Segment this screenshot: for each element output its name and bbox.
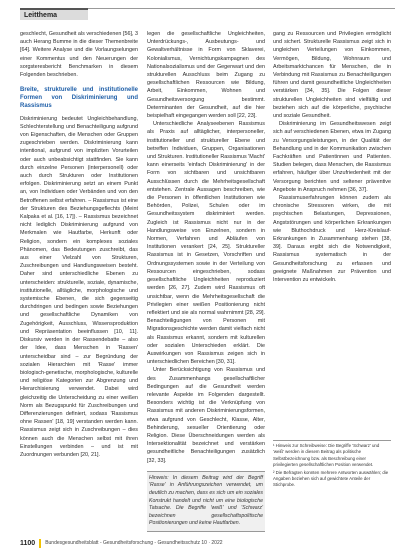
section-heading: Breite, strukturelle und institutionelle Formen von Diskriminierung und Rassismus [20,87,138,109]
footnote: ¹ Hinweis zur Schreibweise: Die Begriffe 'Schwarz' und 'weiß' werden in diesem Beitrag als politische Selbstbezeichnung bzw. als Beschreibung einer privilegierten gesellschaftlichen Position verwendet. [273,443,380,468]
footnote: ² Die Befragten konnten mehrere Antworten auswählen; die Angaben beziehen sich auf gewichtete Anteile der Stichprobe. [273,469,389,488]
text-column-2 [147,30,265,532]
journal-name: Bundesgesundheitsblatt - Gesundheitsforschung - Gesundheitsschutz 10 · 2022 [45,539,223,546]
paragraph: Rassismuserfahrungen können zudem als chronische Stressoren wirken, die mit psychischen Belastungen, Depressionen, Angststörungen und körperlichen Erkrankungen wie Bluthochdruck und Herz-Kreislauf-Erkrankungen in Zusammenhang stehen [38, 39]. Daraus ergibt sich die Notwendigkeit, Rassismus systematisch in der Gesundheitsforschung zu erfassen und geeignete Maßnahmen zur Prävention und Intervention zu entwickeln. [273,195,391,284]
page-number: 1100 [20,539,41,548]
paragraph: Diskriminierung im Gesundheitswesen zeigt sich auf verschiedenen Ebenen, etwa im Zugang zu Versorgungsleistungen, in der Qualität der Behandlung und in der Kommunikation zwischen Fachkräften und Patientinnen und Patienten. Studien belegen, dass Menschen, die Rassismus erfahren, häufiger über Unzufriedenheit mit der Versorgung berichten und seltener präventive Angebote in Anspruch nehmen [36, 37]. [273,121,391,193]
footnotes [273,440,391,490]
paragraph: gang zu Ressourcen und Privilegien ermöglicht und sichert. Strukturelle Rassismus zeigt sich in ungleichen Verteilungen von Einkommen, Vermögen, Bildung, Wohnraum und Arbeitsmarktchancen für Menschen, die in Verbindung mit Rassismus zu Benachteiligungen führen und damit gesundheitliche Ungleichheiten verstärken [34, 35]. Die Folgen dieser strukturellen Ungleichheiten sind vielfältig und beziehen sich auf die körperliche, psychische und soziale Gesundheit. [273,31,391,120]
text-column-3 [273,30,391,284]
note-box: Hinweis: In diesem Beitrag wird der Begriff 'Rasse' in Anführungszeichen verwendet, um deutlich zu machen, dass es sich um ein soziales Konstrukt handelt und nicht um eine biologische Tatsache. Die Begriffe 'weiß' und 'Schwarz' bezeichnen gesellschaftspolitische Positionierungen und keine Hautfarben. [147,471,265,532]
section-label: Leitthema [20,8,88,20]
paragraph: legen die gesellschaftliche Ungleichheiten, Unterdrückungs-, Ausbeutungs- und Gewaltverhältnisse in Form von Sklaverei, Kolonialismus, Vernichtungskampagnen des Nationalsozialismus und der Gegenwart und den strukturellen Ausschluss beim Zugang zu gesellschaftlichen Ressourcen wie Bildung, Arbeit, Einkommen, Wohnen und Gesundheitsversorgung bestimmt. Determinanten der Gesundheit, auf die hier beispielhaft eingegangen werden soll [22, 23]. [147,31,265,120]
paragraph: Unter Berücksichtigung von Rassismus und des Zusammenhangs gesellschaftlicher Bedingungen auf die Gesundheit werden relevante Aspekte im Folgenden dargestellt. Besonders wichtig ist die Verknüpfung von Rassismus mit anderen Diskriminierungsformen, etwa aufgrund von Geschlecht, Klasse, Alter, Behinderung, sexueller Orientierung oder Religion. Diese Überschneidungen werden als Intersektionalität bezeichnet und verstärken gesundheitliche Benachteiligungen zusätzlich [32, 33]. [147,367,265,464]
text-column-1 [20,30,138,459]
page-footer [20,538,395,548]
paragraph: Unterschiedliche Analyseebenen Rassismus als Praxis auf alltäglicher, interpersoneller, institutioneller und struktureller Ebene und betreffen Individuen, Gruppen, Organisationen und Strukturen. Institutioneller Rassismus 'Macht' kann einerseits 'einfach Diskriminierung' in der Form von sichtbaren und unsichtbaren Ausschlüssen durch die Mehrheitsgesellschaft entstehen. Zentrale Aussagen beschreiben, wie die Personen in öffentlichen Institutionen wie Behörden, Polizei, Schulen oder im Gesundheitssystem diskriminiert werden. Zugleich ist Rassismus nicht nur in der Handlungsweise von Einzelnen, sondern in Normen, Verfahren und Abläufen von Institutionen verankert [24, 25]. Struktureller Rassismus ist in Gesetzen, Vorschriften und Ordnungssystemen sowie in der Verteilung von Ressourcen eingeschrieben, sodass gesellschaftliche Ungleichheiten reproduziert werden [26, 27]. Zudem wird Rassismus oft unsichtbar, wenn die Mehrheitsgesellschaft die Privilegien einer weißen Positionierung nicht reflektiert und sie als normal wahrnimmt [28, 29]. Benachteiligungen von Personen mit Migrationsgeschichte werden damit vielfach nicht als Rassismus erkannt, sondern mit kulturellen oder sozialen Unterschieden erklärt. Die Auswirkungen von Rassismus zeigen sich in unterschiedlichen Bereichen [30, 31]. [147,121,265,366]
paragraph: Diskriminierung bedeutet Ungleichbehandlung, Schlechterstellung und Benachteiligung aufgrund von Eigenschaften, die Menschen oder Gruppen zugeschrieben werden. Diskriminierung kann intentional, aufgrund von impliziten Vorurteilen oder auch unbeabsichtigt stattfinden. Sie kann durch einzelne Personen (interpersonell) oder auch durch Strukturen oder Institutionen erfolgen. Diskriminierung setzt an einem Punkt an, von Individuen oder Verbänden und von den Betroffenen selbst erfahren. – Rassismus ist eine der Strukturen des Beziehungsgeflechts (Meint Kalpaka et al. [16, 17]). – Rassismus bezeichnet nicht lediglich Diskriminierung aufgrund von Merkmalen wie Hautfarbe, Herkunft oder Religion, sondern ein komplexes soziales Phänomen, das Bedeutungen zuschreibt, das aus einer Vielzahl von Strukturen, Zuschreibungen und Handlungsweisen besteht. Daher sind unterschiedliche Ebenen zu unterscheiden: strukturelle, soziale, dynamische, institutionelle, alltägliche, morphologische und systemische Ebenen, die sich gegenseitig durchdringen und bedingen sowie Beziehungen und gesellschaftliche Dynamiken von Zugehörigkeit, Ausschluss, Wissensproduktion und Repräsentation beeinflussen [10, 11]. Diskursiv werden in der Rassendebatte – also der Idee, dass Menschen in 'Rassen' unterscheidbar sind – zur Begründung der sozialen Hierarchien mit 'Rasse' immer biologisch-genetische, morphologische, kulturelle und religiöse Kategorien zur Abgrenzung und Hierarchisierung verwendet. Dabei wird gleichzeitig die Unterscheidung zu einer weißen Norm als Bezugspunkt für Zuschreibungen und Differenzierungen definiert, sodass 'Rassismus ohne Rassen' [18, 19] verstanden werden kann. Rassismus zeigt sich in Zuschreibungen – dies können auch die Menschen selbst mit ihren Einstellungen verbinden – und ist mit Zuordnungen verbunden [20, 21]. [20,115,138,458]
paragraph: geschlecht, Gesundheit als verschiedenen [56], 3 auch Herang Bumme in die dieser Themenbreite [64]. Weitere Analyse und die Vorlaungselungen einer Kommentus und den Neuerungen der sorgsteresbericht Benchmarken in diesem Folgenden beschrieben. [20,31,138,79]
